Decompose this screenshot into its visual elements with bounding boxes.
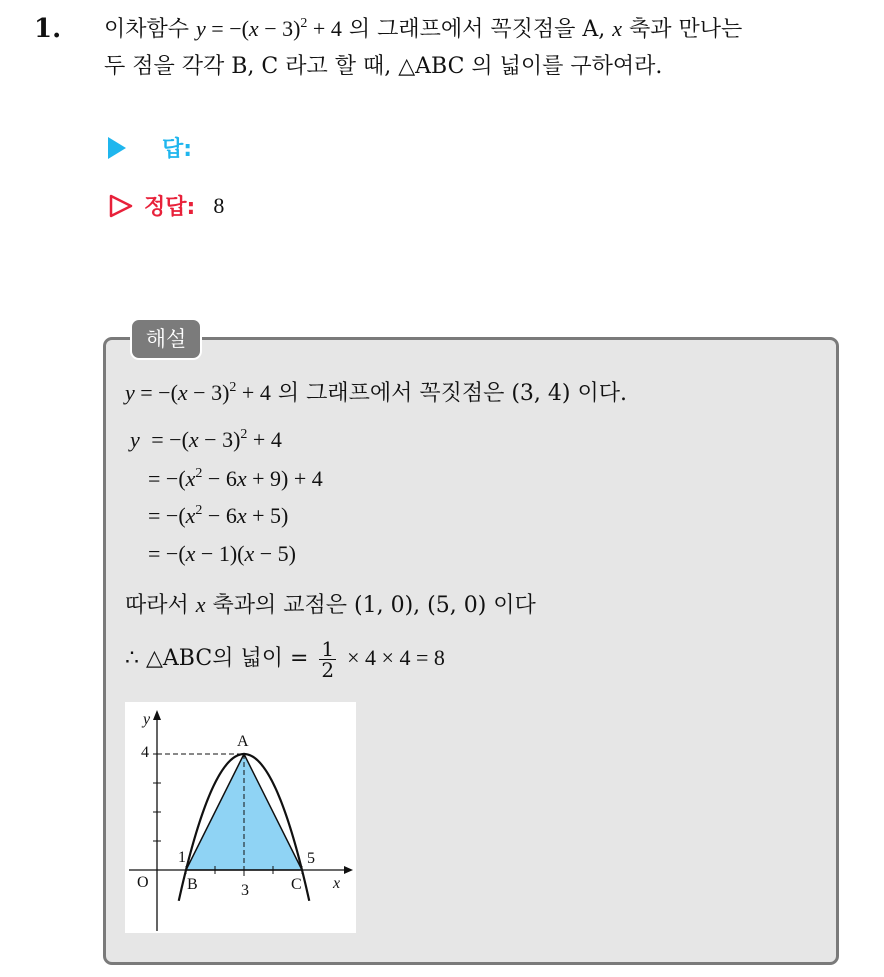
problem-line-1: 이차함수 $y = -(x - 3)^2 + 4$ 의 그래프에서 꼭짓점을 A, x 축과 만나는 bbox=[104, 16, 743, 42]
answer-label: 답: bbox=[162, 137, 193, 162]
y-axis-arrow bbox=[153, 710, 161, 720]
explanation-line-intersect: 따라서 x 축과의 교점은 (1, 0), (5, 0) 이다 bbox=[125, 592, 536, 618]
explanation-tab: 해설 bbox=[130, 318, 202, 360]
expansion-step-1: $y = -(x - 3)^2 + 4$ bbox=[130, 427, 282, 452]
expansion-step-4: = −(x − 1)(x − 5) bbox=[148, 541, 296, 566]
expansion-step-3: = $-(x^2 - 6x + 5)$ bbox=[148, 503, 289, 528]
graph-tick-3-label: 3 bbox=[241, 882, 249, 899]
explanation-conclusion: ∴ △ABC의 넓이 = $\frac{1}{2}$ × 4 × 4 = 8 bbox=[125, 636, 445, 682]
correct-answer-label: 정답: bbox=[144, 195, 196, 220]
outline-arrow-icon bbox=[108, 193, 134, 219]
graph-point-c-label: C bbox=[291, 876, 302, 893]
correct-answer-row bbox=[108, 190, 224, 221]
problem-equation: $y = -(x - 3)^2 + 4$ bbox=[196, 16, 342, 41]
problem-line-2: 두 점을 각각 B, C 라고 할 때, △ABC 의 넓이를 구하여라. bbox=[104, 54, 663, 79]
x-axis-arrow bbox=[344, 866, 353, 874]
play-arrow-icon bbox=[108, 137, 126, 159]
fraction-half: $\frac{1}{2}$ bbox=[321, 636, 335, 682]
correct-answer-value: 8 bbox=[213, 192, 225, 218]
expansion-step-2: = $-(x^2 - 6x + 9) + 4$ bbox=[148, 466, 323, 491]
graph-x-label: x bbox=[333, 875, 341, 892]
problem-number: 1. bbox=[34, 14, 62, 44]
explanation-line-vertex: $y = -(x - 3)^2 + 4$ 의 그래프에서 꼭짓점은 (3, 4) 이다. bbox=[125, 380, 627, 406]
graph-vertex-label: A bbox=[237, 733, 249, 750]
graph-tick-1-label: 1 bbox=[178, 849, 186, 866]
answer-row bbox=[108, 132, 192, 163]
graph-svg bbox=[125, 702, 356, 933]
graph-y-label: y bbox=[143, 711, 151, 728]
graph-tick-5-label: 5 bbox=[307, 850, 315, 867]
graph-point-b-label: B bbox=[187, 876, 198, 893]
parabola-graph bbox=[125, 702, 356, 933]
graph-tick-4-label: 4 bbox=[141, 744, 149, 761]
graph-origin-label: O bbox=[137, 874, 149, 891]
